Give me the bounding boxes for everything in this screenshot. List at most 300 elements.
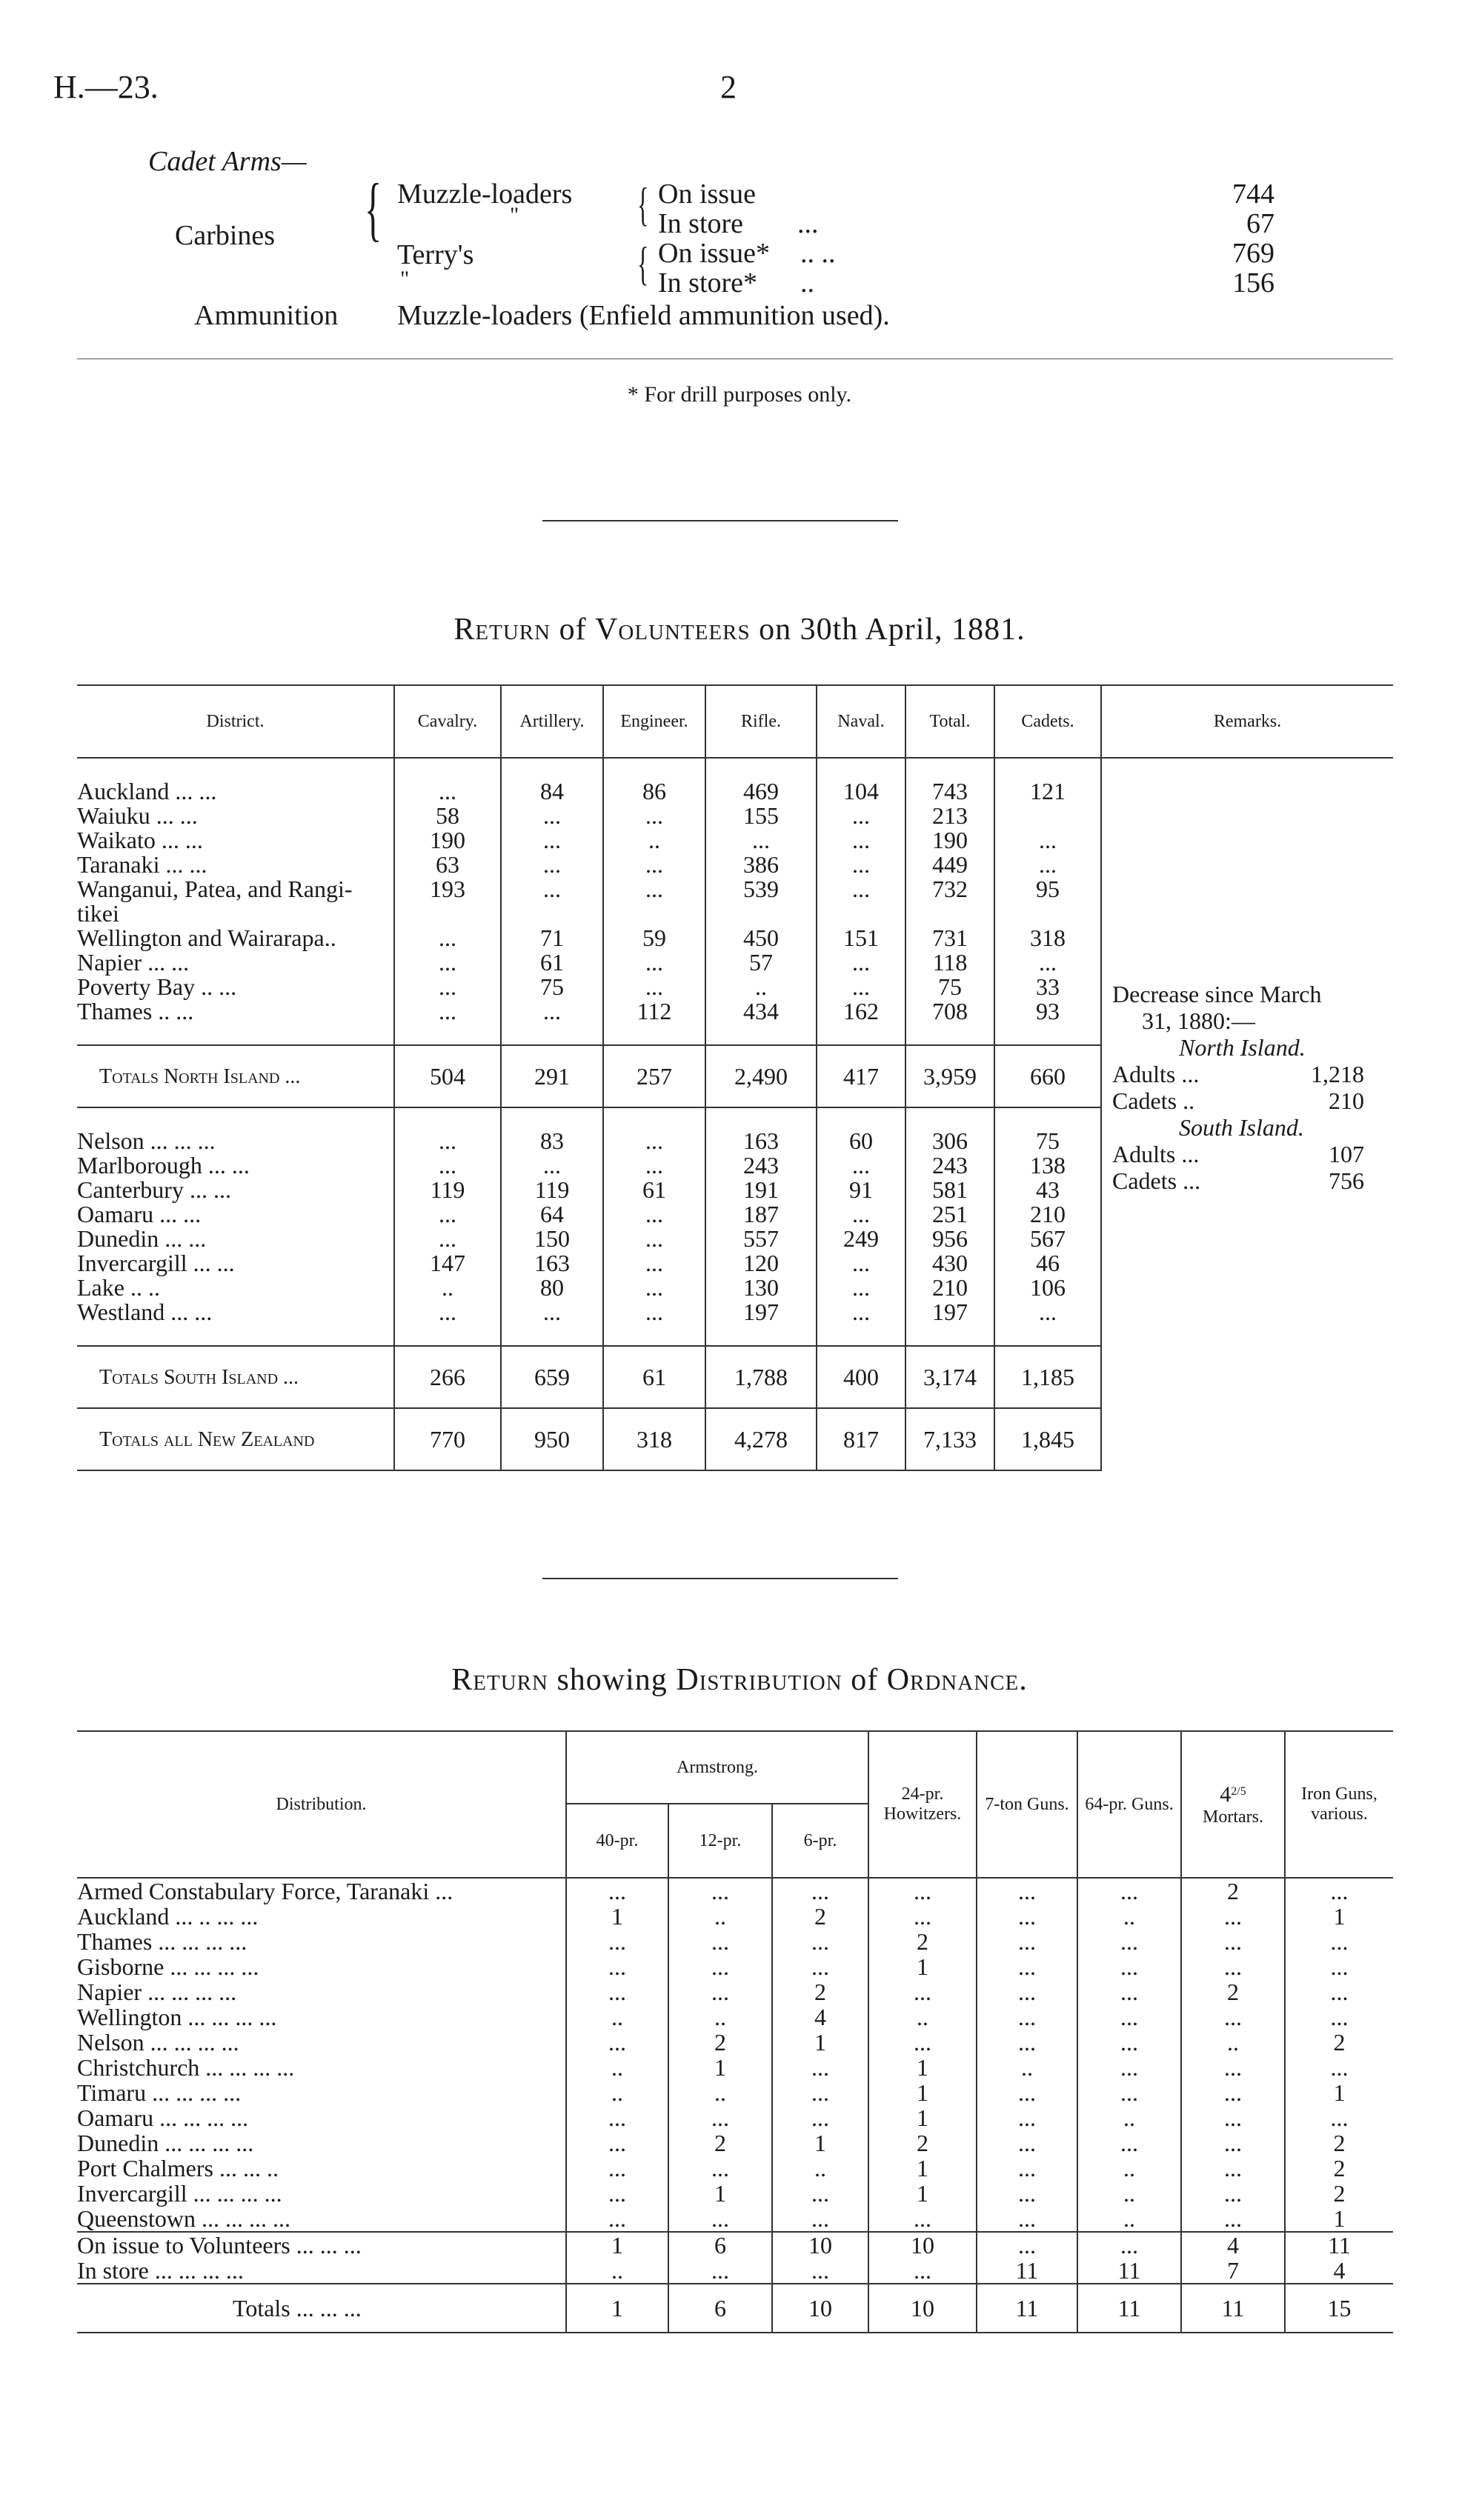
table-cell: 1 bbox=[772, 2030, 868, 2055]
table-cell: .. bbox=[1077, 2156, 1181, 2181]
table-cell: ... bbox=[566, 2181, 668, 2206]
ordnance-table bbox=[77, 1730, 1393, 2333]
ditto-mark: " bbox=[510, 203, 519, 227]
table-cell: 10 bbox=[772, 2284, 868, 2333]
carbine-status: On issue bbox=[658, 179, 756, 210]
table-cell: ... bbox=[501, 828, 603, 853]
column-header: Total. bbox=[905, 685, 994, 758]
table-cell: .. bbox=[868, 2004, 977, 2030]
table-cell: 84 bbox=[501, 779, 603, 804]
table-cell: ... bbox=[566, 2206, 668, 2231]
remarks-subhead: South Island. bbox=[1179, 1114, 1304, 1141]
table-cell: ... bbox=[772, 2080, 868, 2105]
section-divider bbox=[542, 1578, 898, 1579]
table-cell: 64 bbox=[501, 1202, 603, 1227]
remarks-subhead: North Island. bbox=[1179, 1034, 1306, 1061]
table-cell: ... bbox=[1077, 1954, 1181, 1979]
table-cell: ... bbox=[977, 2206, 1077, 2231]
table-row bbox=[77, 2130, 1393, 2156]
table-cell: ... bbox=[603, 1129, 705, 1153]
table-cell: 257 bbox=[603, 1045, 705, 1107]
table-cell: ... bbox=[977, 2080, 1077, 2105]
column-header: 12-pr. bbox=[668, 1804, 772, 1878]
table-cell bbox=[394, 901, 501, 926]
table-cell: 4 bbox=[1181, 2232, 1285, 2258]
distribution-name: Thames ... ... ... ... bbox=[77, 1928, 247, 1955]
column-header: 7-ton Guns. bbox=[977, 1731, 1077, 1878]
table-header-row bbox=[77, 1731, 1393, 1804]
table-cell: ... bbox=[1181, 1954, 1285, 1979]
remarks-entry: Cadets .. 210 bbox=[1112, 1087, 1364, 1114]
table-cell: 57 bbox=[705, 950, 817, 975]
table-cell: ... bbox=[772, 2206, 868, 2231]
table-cell: ... bbox=[977, 2004, 1077, 2030]
table-cell: ... bbox=[1077, 1979, 1181, 2004]
table-cell: ... bbox=[1077, 1929, 1181, 1954]
table-cell: ... bbox=[1285, 1954, 1393, 1979]
table-cell: 318 bbox=[994, 926, 1101, 950]
table-cell: 4,278 bbox=[705, 1408, 817, 1470]
carbines-label: Carbines bbox=[175, 220, 276, 251]
table-cell: 163 bbox=[705, 1129, 817, 1153]
table-cell: .. bbox=[668, 2080, 772, 2105]
table-cell: .. bbox=[394, 1276, 501, 1300]
table-cell: ... bbox=[772, 2055, 868, 2080]
district-name: Poverty Bay .. ... bbox=[77, 973, 237, 1000]
table-cell: 449 bbox=[905, 853, 994, 877]
table-cell: ... bbox=[668, 1979, 772, 2004]
table-cell: 187 bbox=[705, 1202, 817, 1227]
table-cell: ... bbox=[1181, 2080, 1285, 2105]
table-cell: ... bbox=[501, 853, 603, 877]
table-row bbox=[77, 2055, 1393, 2080]
table-cell: ... bbox=[1181, 2181, 1285, 2206]
table-cell: .. bbox=[566, 2004, 668, 2030]
carbine-status: In store* bbox=[658, 267, 758, 299]
remarks-cell bbox=[1101, 758, 1393, 1470]
table-cell: 731 bbox=[905, 926, 994, 950]
district-name: Thames .. ... bbox=[77, 998, 194, 1024]
table-cell: ... bbox=[817, 975, 905, 999]
carbine-status: On issue* bbox=[658, 238, 770, 269]
table-cell: 2,490 bbox=[705, 1045, 817, 1107]
table-cell: ... bbox=[868, 2258, 977, 2284]
table-cell: ... bbox=[394, 950, 501, 975]
table-cell: ... bbox=[501, 1153, 603, 1178]
ditto-mark: " bbox=[400, 267, 410, 291]
district-name: Wanganui, Patea, and Rangi- bbox=[77, 876, 353, 902]
table-cell: 11 bbox=[977, 2284, 1077, 2333]
table-cell: .. bbox=[1077, 2206, 1181, 2231]
table-cell: ... bbox=[1285, 2105, 1393, 2130]
table-cell: 817 bbox=[817, 1408, 905, 1470]
table-cell: ... bbox=[772, 2258, 868, 2284]
volunteers-title: Return of Volunteers on 30th April, 1881. bbox=[453, 613, 1026, 647]
table-cell: 2 bbox=[772, 1904, 868, 1929]
table-row bbox=[77, 2284, 1393, 2333]
page-number: 2 bbox=[720, 69, 737, 105]
remarks-line: 31, 1880:— bbox=[1142, 1007, 1255, 1034]
table-cell: 10 bbox=[868, 2232, 977, 2258]
district-name: Invercargill ... ... bbox=[77, 1250, 235, 1276]
table-cell: 956 bbox=[905, 1227, 994, 1251]
table-cell: ... bbox=[566, 1929, 668, 1954]
table-cell: 193 bbox=[394, 877, 501, 901]
table-row bbox=[77, 2004, 1393, 2030]
status-brace: { bbox=[637, 178, 649, 230]
table-cell: 2 bbox=[868, 2130, 977, 2156]
table-cell: 557 bbox=[705, 1227, 817, 1251]
table-cell: ... bbox=[1077, 2080, 1181, 2105]
table-cell: 7 bbox=[1181, 2258, 1285, 2284]
table-row bbox=[77, 2232, 1393, 2258]
leader-dots: ... bbox=[797, 208, 819, 239]
table-row bbox=[77, 2258, 1393, 2284]
table-cell: 75 bbox=[994, 1129, 1101, 1153]
table-cell: ... bbox=[1181, 2004, 1285, 2030]
table-cell: 119 bbox=[501, 1178, 603, 1202]
table-row bbox=[77, 2105, 1393, 2130]
table-cell: ... bbox=[1077, 1879, 1181, 1904]
table-cell: 732 bbox=[905, 877, 994, 901]
column-header: Iron Guns, various. bbox=[1285, 1731, 1393, 1878]
table-cell: ... bbox=[394, 1153, 501, 1178]
table-cell: 33 bbox=[994, 975, 1101, 999]
district-name: Canterbury ... ... bbox=[77, 1176, 231, 1203]
table-cell: ... bbox=[977, 1979, 1077, 2004]
distribution-name: Dunedin ... ... ... ... bbox=[77, 2130, 254, 2156]
column-header: 24-pr. Howitzers. bbox=[868, 1731, 977, 1878]
table-cell: ... bbox=[772, 1954, 868, 1979]
table-cell: 950 bbox=[501, 1408, 603, 1470]
table-cell: ... bbox=[817, 853, 905, 877]
table-cell: ... bbox=[977, 1904, 1077, 1929]
district-name: Napier ... ... bbox=[77, 949, 190, 976]
status-brace: { bbox=[637, 237, 649, 290]
table-cell: ... bbox=[501, 877, 603, 901]
table-cell: ... bbox=[394, 1202, 501, 1227]
leader-dots: .. bbox=[800, 267, 814, 299]
column-header: 40-pr. bbox=[566, 1804, 668, 1878]
table-cell: 386 bbox=[705, 853, 817, 877]
table-cell: 151 bbox=[817, 926, 905, 950]
table-cell: 1 bbox=[1285, 1904, 1393, 1929]
column-header: Distribution. bbox=[77, 1731, 566, 1878]
table-cell: ... bbox=[994, 950, 1101, 975]
table-cell: ... bbox=[603, 950, 705, 975]
table-cell: ... bbox=[817, 1251, 905, 1276]
table-cell: .. bbox=[566, 2258, 668, 2284]
table-cell: 95 bbox=[994, 877, 1101, 901]
row-label: In store ... ... ... ... bbox=[77, 2258, 566, 2284]
ammunition-label: Ammunition bbox=[194, 300, 339, 331]
table-cell: 1 bbox=[868, 2181, 977, 2206]
document-reference: H.—23. bbox=[53, 69, 159, 105]
table-cell: 155 bbox=[705, 804, 817, 828]
table-cell: 190 bbox=[394, 828, 501, 853]
table-cell: 1 bbox=[868, 2080, 977, 2105]
distribution-name: Invercargill ... ... ... ... bbox=[77, 2180, 282, 2207]
table-cell: 80 bbox=[501, 1276, 603, 1300]
column-header: Remarks. bbox=[1101, 685, 1393, 758]
table-header-row bbox=[77, 685, 1393, 758]
table-cell: 83 bbox=[501, 1129, 603, 1153]
table-cell: 11 bbox=[1181, 2284, 1285, 2333]
table-cell: 1 bbox=[566, 2232, 668, 2258]
table-cell: ... bbox=[977, 1879, 1077, 1904]
table-cell: 567 bbox=[994, 1227, 1101, 1251]
table-cell: 118 bbox=[905, 950, 994, 975]
table-cell: ... bbox=[1285, 1929, 1393, 1954]
table-cell: ... bbox=[977, 2105, 1077, 2130]
table-cell: .. bbox=[977, 2055, 1077, 2080]
table-cell: 2 bbox=[1285, 2156, 1393, 2181]
table-row bbox=[77, 2181, 1393, 2206]
table-cell: ... bbox=[668, 2105, 772, 2130]
table-cell: ... bbox=[977, 2232, 1077, 2258]
table-cell: .. bbox=[668, 1904, 772, 1929]
distribution-name: Auckland ... .. ... ... bbox=[77, 1903, 259, 1930]
table-cell: 61 bbox=[603, 1178, 705, 1202]
table-cell: ... bbox=[1285, 1979, 1393, 2004]
table-cell: ... bbox=[1181, 2105, 1285, 2130]
remarks-entry: Cadets ... 756 bbox=[1112, 1167, 1364, 1194]
ammunition-text: Muzzle-loaders (Enfield ammunition used). bbox=[397, 300, 890, 331]
muzzle-loaders-label: Muzzle-loaders bbox=[397, 179, 573, 210]
table-cell: ... bbox=[668, 1929, 772, 1954]
table-cell: 504 bbox=[394, 1045, 501, 1107]
table-cell: ... bbox=[394, 999, 501, 1024]
table-cell: .. bbox=[603, 828, 705, 853]
table-cell: 15 bbox=[1285, 2284, 1393, 2333]
table-cell: .. bbox=[1077, 1904, 1181, 1929]
table-cell: ... bbox=[977, 2030, 1077, 2055]
table-cell: 1 bbox=[868, 2156, 977, 2181]
table-cell: 10 bbox=[868, 2284, 977, 2333]
table-cell: ... bbox=[817, 877, 905, 901]
table-cell: ... bbox=[603, 1251, 705, 1276]
table-cell: ... bbox=[1181, 2156, 1285, 2181]
table-cell: 71 bbox=[501, 926, 603, 950]
table-cell: 6 bbox=[668, 2284, 772, 2333]
carbine-count: 67 bbox=[1246, 208, 1274, 239]
table-cell: ... bbox=[394, 1227, 501, 1251]
table-cell: 660 bbox=[994, 1045, 1101, 1107]
column-header: District. bbox=[77, 685, 394, 758]
table-cell: ... bbox=[817, 828, 905, 853]
table-cell: 119 bbox=[394, 1178, 501, 1202]
table-cell: ... bbox=[1181, 1904, 1285, 1929]
table-cell: 2 bbox=[868, 1929, 977, 1954]
table-cell bbox=[817, 901, 905, 926]
table-cell: 10 bbox=[772, 2232, 868, 2258]
table-cell: 120 bbox=[705, 1251, 817, 1276]
carbine-count: 744 bbox=[1232, 179, 1274, 210]
table-cell: 2 bbox=[1285, 2181, 1393, 2206]
remarks-line: Decrease since March bbox=[1112, 981, 1322, 1007]
table-cell: ... bbox=[566, 1979, 668, 2004]
table-cell: 210 bbox=[994, 1202, 1101, 1227]
table-cell: 1 bbox=[1285, 2080, 1393, 2105]
table-cell: 43 bbox=[994, 1178, 1101, 1202]
table-cell bbox=[603, 901, 705, 926]
table-cell: 291 bbox=[501, 1045, 603, 1107]
ordnance-title: Return showing Distribution of Ordnance. bbox=[451, 1663, 1028, 1697]
district-name: Nelson ... ... ... bbox=[77, 1127, 216, 1154]
table-cell: ... bbox=[868, 1879, 977, 1904]
total-label: Totals South Island ... bbox=[77, 1346, 394, 1408]
distribution-name: Christchurch ... ... ... ... bbox=[77, 2054, 295, 2081]
table-cell: 266 bbox=[394, 1346, 501, 1408]
table-cell: ... bbox=[566, 1954, 668, 1979]
district-name: Westland ... ... bbox=[77, 1299, 213, 1325]
table-cell: 112 bbox=[603, 999, 705, 1024]
table-row bbox=[77, 1904, 1393, 1929]
table-cell: ... bbox=[1077, 2004, 1181, 2030]
table-row bbox=[77, 1929, 1393, 1954]
table-cell: 61 bbox=[501, 950, 603, 975]
table-cell: .. bbox=[1077, 2181, 1181, 2206]
table-cell: ... bbox=[772, 1879, 868, 1904]
table-cell: ... bbox=[394, 926, 501, 950]
table-cell: ... bbox=[772, 2181, 868, 2206]
table-cell: 162 bbox=[817, 999, 905, 1024]
table-cell: 2 bbox=[668, 2030, 772, 2055]
table-cell: 75 bbox=[905, 975, 994, 999]
table-cell: 243 bbox=[705, 1153, 817, 1178]
table-cell: 75 bbox=[501, 975, 603, 999]
table-cell: 2 bbox=[1181, 1979, 1285, 2004]
table-cell: ... bbox=[668, 1954, 772, 1979]
district-name: Waiuku ... ... bbox=[77, 802, 198, 829]
table-cell: 1 bbox=[772, 2130, 868, 2156]
table-cell: ... bbox=[868, 2030, 977, 2055]
table-cell: 138 bbox=[994, 1153, 1101, 1178]
table-cell: ... bbox=[603, 975, 705, 999]
table-cell: 86 bbox=[603, 779, 705, 804]
table-cell: 7,133 bbox=[905, 1408, 994, 1470]
table-cell: 1 bbox=[868, 2105, 977, 2130]
table-cell: ... bbox=[501, 1300, 603, 1324]
table-cell: ... bbox=[705, 828, 817, 853]
table-cell: ... bbox=[817, 950, 905, 975]
column-header: Cadets. bbox=[994, 685, 1101, 758]
table-cell: ... bbox=[603, 1202, 705, 1227]
table-cell: 11 bbox=[1285, 2232, 1393, 2258]
table-cell: 197 bbox=[705, 1300, 817, 1324]
table-cell: 163 bbox=[501, 1251, 603, 1276]
table-row bbox=[77, 1879, 1393, 1904]
table-cell: 59 bbox=[603, 926, 705, 950]
distribution-name: Wellington ... ... ... ... bbox=[77, 2004, 277, 2030]
table-cell: 2 bbox=[1285, 2030, 1393, 2055]
table-cell: ... bbox=[1285, 1879, 1393, 1904]
table-cell: ... bbox=[977, 2181, 1077, 2206]
district-name: tikei bbox=[77, 900, 119, 927]
table-cell: 130 bbox=[705, 1276, 817, 1300]
table-cell: 190 bbox=[905, 828, 994, 853]
table-cell: ... bbox=[1077, 2030, 1181, 2055]
table-cell: ... bbox=[566, 1879, 668, 1904]
table-cell: ... bbox=[977, 2156, 1077, 2181]
table-cell: ... bbox=[603, 853, 705, 877]
distribution-name: Port Chalmers ... ... .. bbox=[77, 2155, 279, 2181]
table-cell: 60 bbox=[817, 1129, 905, 1153]
table-cell: 106 bbox=[994, 1276, 1101, 1300]
table-cell: ... bbox=[394, 1300, 501, 1324]
table-cell: 11 bbox=[1077, 2258, 1181, 2284]
remarks-entry: Adults ... 107 bbox=[1112, 1141, 1364, 1167]
table-cell: 150 bbox=[501, 1227, 603, 1251]
table-cell: 91 bbox=[817, 1178, 905, 1202]
table-cell: 213 bbox=[905, 804, 994, 828]
table-cell: 249 bbox=[817, 1227, 905, 1251]
table-cell: ... bbox=[603, 804, 705, 828]
table-cell: .. bbox=[566, 2080, 668, 2105]
table-row bbox=[77, 1954, 1393, 1979]
table-cell: 104 bbox=[817, 779, 905, 804]
table-cell: ... bbox=[1285, 2004, 1393, 2030]
table-cell: ... bbox=[668, 1879, 772, 1904]
column-header: Naval. bbox=[817, 685, 905, 758]
table-cell: 581 bbox=[905, 1178, 994, 1202]
table-cell: ... bbox=[1181, 2130, 1285, 2156]
table-cell: ... bbox=[566, 2030, 668, 2055]
table-cell: ... bbox=[394, 975, 501, 999]
table-cell: 6 bbox=[668, 2232, 772, 2258]
table-cell: .. bbox=[668, 2004, 772, 2030]
section-divider bbox=[542, 520, 898, 521]
total-label: Totals all New Zealand bbox=[77, 1408, 394, 1470]
table-cell: .. bbox=[566, 2055, 668, 2080]
distribution-name: Gisborne ... ... ... ... bbox=[77, 1953, 259, 1980]
cadet-arms-title: Cadet Arms— bbox=[148, 146, 307, 177]
table-cell bbox=[705, 901, 817, 926]
column-header: 6-pr. bbox=[772, 1804, 868, 1878]
table-cell: ... bbox=[394, 1129, 501, 1153]
table-cell: ... bbox=[603, 1153, 705, 1178]
district-name: Auckland ... ... bbox=[77, 778, 217, 804]
table-cell: 417 bbox=[817, 1045, 905, 1107]
column-header: Artillery. bbox=[501, 685, 603, 758]
table-cell: 539 bbox=[705, 877, 817, 901]
spacer-row bbox=[77, 758, 1393, 779]
table-cell: 430 bbox=[905, 1251, 994, 1276]
table-cell: 197 bbox=[905, 1300, 994, 1324]
table-cell: ... bbox=[668, 2258, 772, 2284]
table-cell: ... bbox=[868, 1979, 977, 2004]
table-cell: 1 bbox=[868, 2055, 977, 2080]
column-header: Engineer. bbox=[603, 685, 705, 758]
table-cell: 1 bbox=[1285, 2206, 1393, 2231]
table-cell: 93 bbox=[994, 999, 1101, 1024]
leader-dots: .. .. bbox=[800, 238, 836, 269]
row-label: On issue to Volunteers ... ... ... bbox=[77, 2232, 362, 2259]
table-cell: ... bbox=[868, 2206, 977, 2231]
table-cell: 3,959 bbox=[905, 1045, 994, 1107]
table-cell: 770 bbox=[394, 1408, 501, 1470]
table-cell: ... bbox=[603, 1300, 705, 1324]
table-cell: 1 bbox=[868, 1954, 977, 1979]
column-header: Rifle. bbox=[705, 685, 817, 758]
table-cell: ... bbox=[817, 1153, 905, 1178]
distribution-name: Timaru ... ... ... ... bbox=[77, 2079, 242, 2106]
table-cell: ... bbox=[772, 1929, 868, 1954]
table-row bbox=[77, 2080, 1393, 2105]
terrys-label: Terry's bbox=[397, 239, 474, 270]
table-cell: ... bbox=[994, 1300, 1101, 1324]
table-cell bbox=[501, 901, 603, 926]
